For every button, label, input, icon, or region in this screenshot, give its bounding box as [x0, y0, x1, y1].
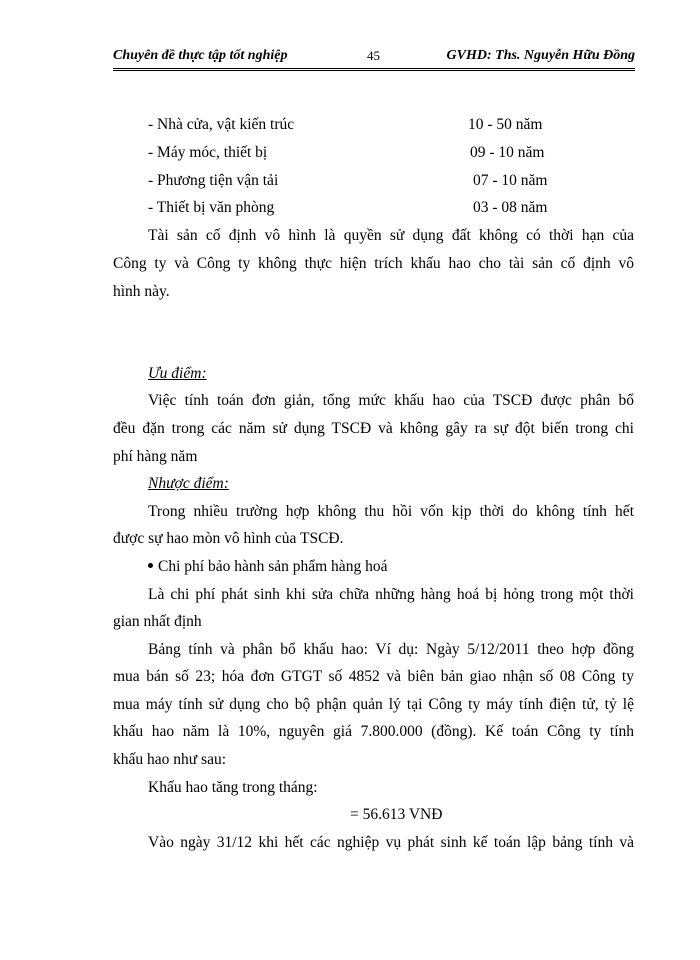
- paragraph-line: khấu hao như sau:: [113, 751, 227, 768]
- paragraph-line: mua máy tính sử dụng cho bộ phận quản lý tại Công ty máy tính điện tử, tỷ lệ: [113, 696, 634, 713]
- asset-years: 09 - 10 năm: [470, 144, 545, 161]
- monthly-label: Khấu hao tăng trong tháng:: [148, 779, 318, 796]
- bullet-icon: [148, 563, 153, 568]
- asset-years: 03 - 08 năm: [473, 199, 548, 216]
- paragraph-line: hình này.: [113, 283, 170, 300]
- asset-label: - Máy móc, thiết bị: [148, 144, 268, 161]
- warranty-bullet: [148, 557, 387, 577]
- paragraph-line: mua bán số 23; hóa đơn GTGT số 4852 và biên bản giao nhận số 08 Công ty: [113, 668, 634, 685]
- paragraph-line: đều đặn trong các năm sử dụng TSCĐ và không gây ra sự đột biến trong chi: [113, 420, 634, 437]
- paragraph-line: khấu hao năm là 10%, nguyên giá 7.800.000 (đồng). Kế toán Công ty tính: [113, 723, 634, 740]
- page-number: 45: [367, 48, 380, 63]
- paragraph-line: Là chi phí phát sinh khi sửa chữa những hàng hoá bị hỏng trong một thời: [148, 586, 634, 603]
- paragraph-line: gian nhất định: [113, 613, 202, 630]
- paragraph-line: được sự hao mòn vô hình của TSCĐ.: [113, 530, 344, 547]
- header-advisor: GVHD: Ths. Nguyễn Hữu Đồng: [446, 48, 635, 63]
- paragraph-line: Việc tính toán đơn giản, tổng mức khấu hao của TSCĐ được phân bổ: [148, 392, 634, 409]
- paragraph-line: Bảng tính và phân bổ khấu hao: Ví dụ: Ngày 5/12/2011 theo hợp đồng: [148, 641, 634, 658]
- paragraph-line: Vào ngày 31/12 khi hết các nghiệp vụ phát sinh kế toán lập bảng tính và: [148, 834, 634, 851]
- asset-label: - Nhà cửa, vật kiến trúc: [148, 116, 295, 133]
- paragraph-line: Tài sản cố định vô hình là quyền sử dụng đất không có thời hạn của: [148, 227, 634, 244]
- paragraph-line: Công ty và Công ty không thực hiện trích khấu hao cho tài sản cố định vô: [113, 255, 634, 272]
- page-header: [113, 44, 635, 66]
- header-divider: [113, 68, 635, 71]
- asset-label: - Thiết bị văn phòng: [148, 199, 275, 216]
- asset-years: 07 - 10 năm: [473, 172, 548, 189]
- advantages-heading: Ưu điểm:: [148, 365, 207, 382]
- paragraph-line: Trong nhiều trường hợp không thu hồi vốn kịp thời do không tính hết: [148, 503, 634, 520]
- asset-years: 10 - 50 năm: [468, 116, 543, 133]
- header-title: Chuyên đề thực tập tốt nghiệp: [113, 48, 288, 63]
- disadvantages-heading: Nhược điểm:: [148, 475, 229, 492]
- asset-label: - Phương tiện vận tải: [148, 172, 279, 189]
- bullet-text: Chi phí bảo hành sản phẩm hàng hoá: [158, 558, 388, 575]
- paragraph-line: phí hàng năm: [113, 448, 198, 465]
- monthly-result: = 56.613 VNĐ: [350, 806, 443, 823]
